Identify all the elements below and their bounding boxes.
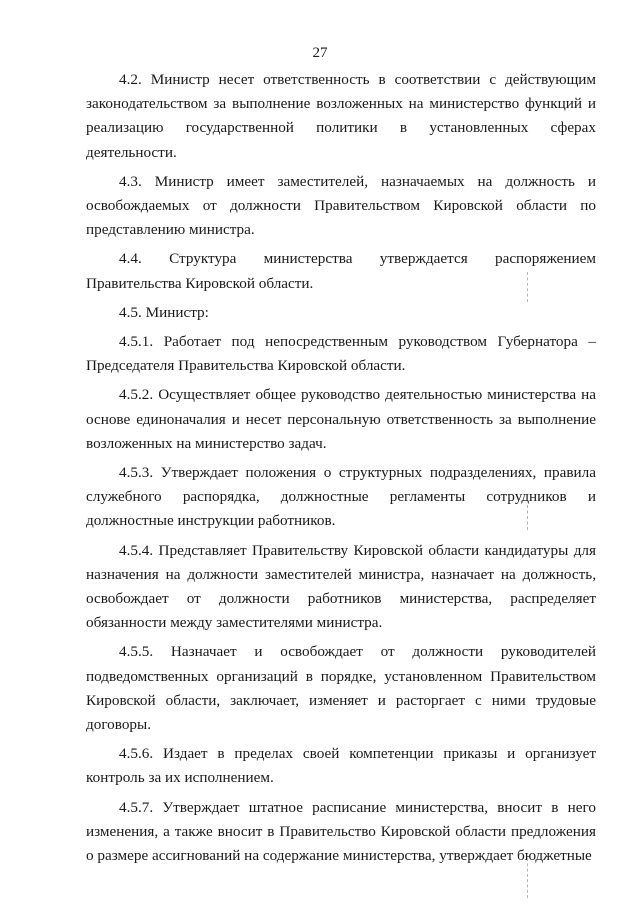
scan-artifact-line xyxy=(527,272,528,302)
paragraph-4-5-6: 4.5.6. Издает в пределах своей компетенции приказы и организует контроль за их исполнением. xyxy=(86,745,596,787)
paragraph-4-5: 4.5. Министр: xyxy=(119,303,209,321)
paragraph-4-5-5: 4.5.5. Назначает и освобождает от должности руководителей подведомственных организаций в порядке, установленном Правительством Кировской области, заключает, изменяет и расторгает с ними трудовые договоры. xyxy=(86,643,596,734)
paragraph-4-4: 4.4. Структура министерства утверждается распоряжением Правительства Кировской области. xyxy=(86,250,596,292)
paragraph-4-5-3: 4.5.3. Утверждает положения о структурных подразделениях, правила служебного распорядка, должностные регламенты сотрудников и должностные инструкции работников. xyxy=(86,464,596,530)
document-body xyxy=(86,68,596,873)
paragraph-4-5-2: 4.5.2. Осуществляет общее руководство деятельностью министерства на основе единоначалия и несет персональную ответственность за выполнение возложенных на министерство задач. xyxy=(86,386,596,452)
paragraph-4-5-7: 4.5.7. Утверждает штатное расписание министерства, вносит в него изменения, а также вносит в Правительство Кировской области предложения о размере ассигнований на содержание министерства, утверждает бюджетные xyxy=(86,798,596,865)
scan-artifact-line xyxy=(527,858,528,898)
paragraph-4-5-1: 4.5.1. Работает под непосредственным руководством Губернатора – Председателя Правительства Кировской области. xyxy=(86,333,596,375)
scan-artifact-line xyxy=(527,505,528,530)
paragraph-4-2: 4.2. Министр несет ответственность в соответствии с действующим законодательством за выполнение возложенных на министерство функций и реализацию государственной политики в установленных сферах деятельности. xyxy=(86,71,596,161)
paragraph-4-3: 4.3. Министр имеет заместителей, назначаемых на должность и освобождаемых от должности Правительством Кировской области по представлению министра. xyxy=(86,172,596,239)
page-number: 27 xyxy=(312,45,328,61)
paragraph-4-5-4: 4.5.4. Представляет Правительству Кировской области кандидатуры для назначения на должности заместителей министра, назначает на должность, освобождает от должности работников министерства, распределяет обязанности между заместителями министра. xyxy=(86,541,596,632)
